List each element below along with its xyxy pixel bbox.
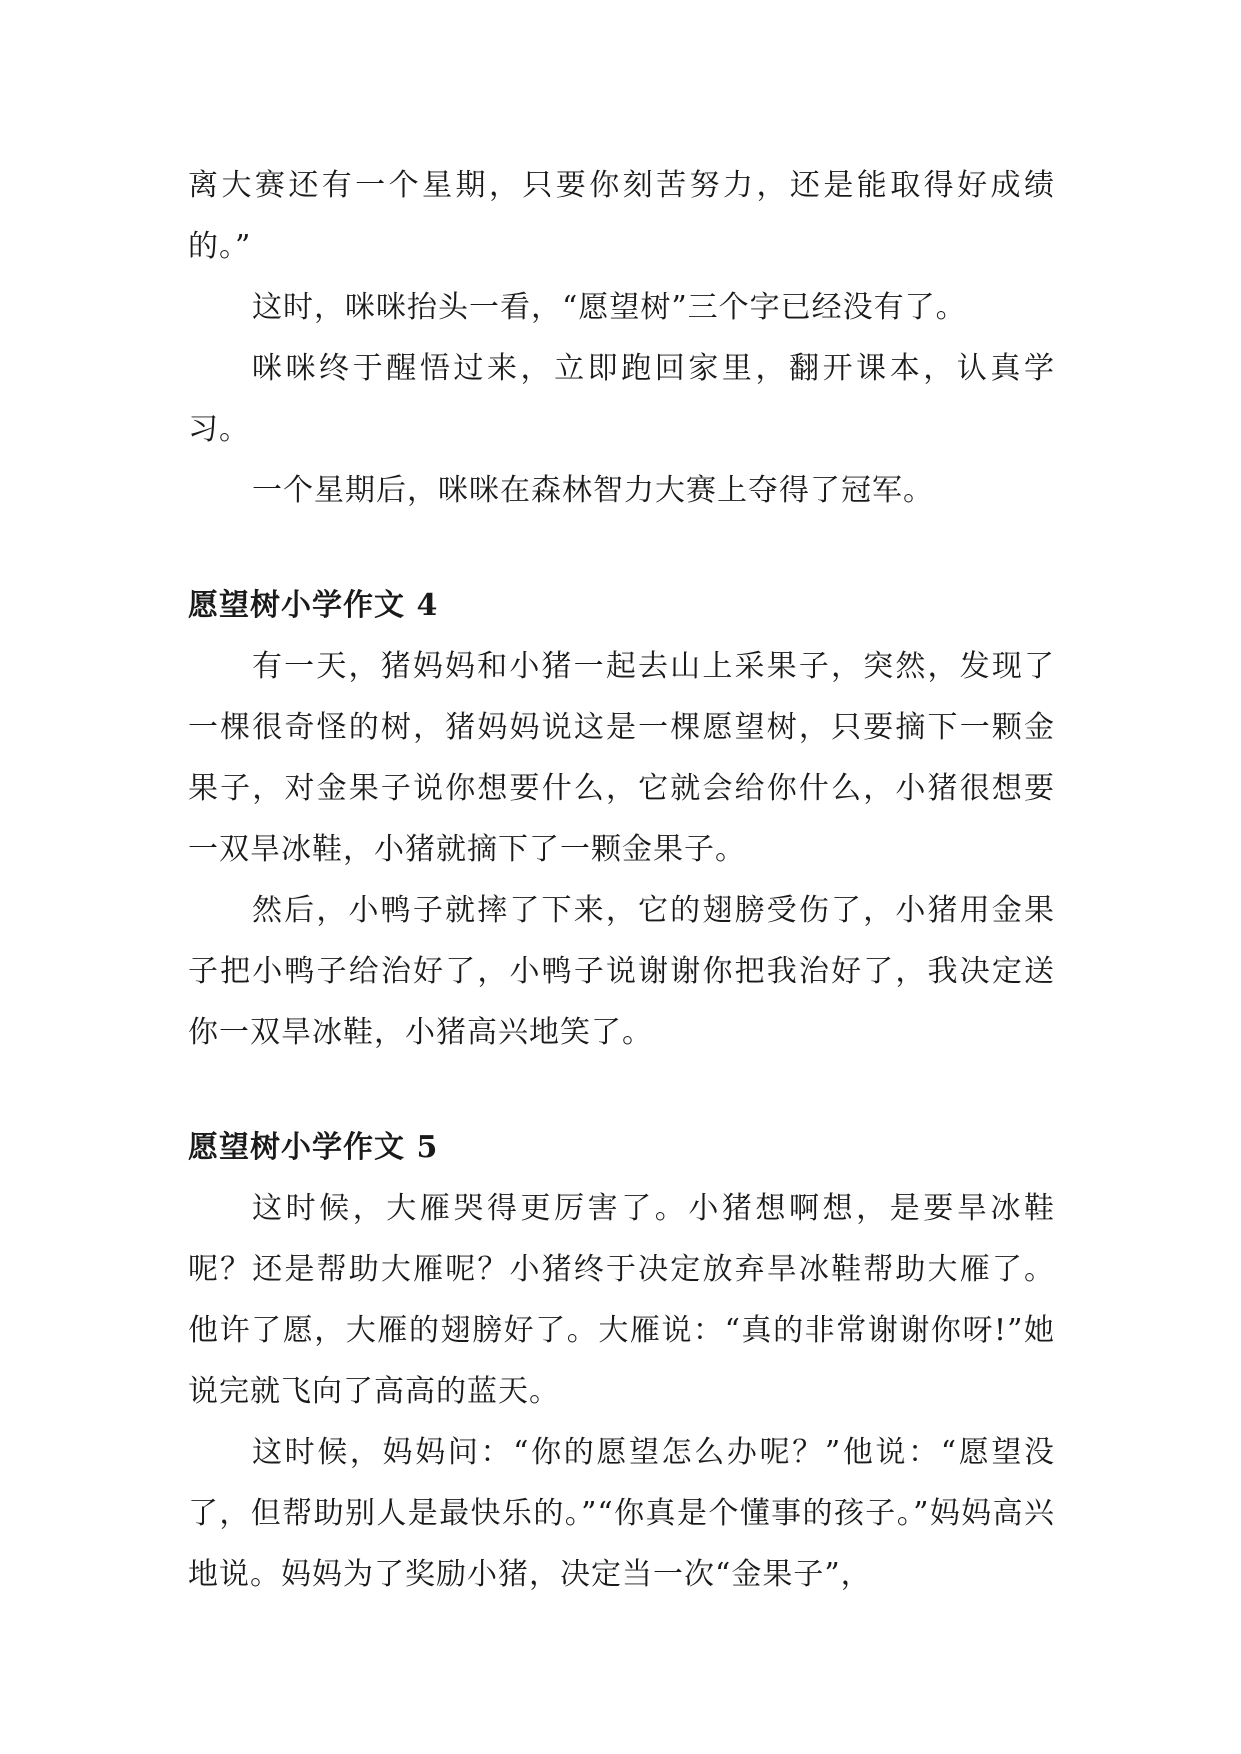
paragraph-1: 离大赛还有一个星期，只要你刻苦努力，还是能取得好成绩的。” [188,168,1055,264]
section-gap-1 [188,521,1055,575]
paragraph-5: 有一天，猪妈妈和小猪一起去山上采果子，突然，发现了一棵很奇怪的树，猪妈妈说这是一棵愿望树，只要摘下一颗金果子，对金果子说你想要什么，它就会给你什么，小猪很想要一双旱冰鞋，小猪就摘下了一颗金果子。 [188,649,1055,867]
paragraph-7: 这时候，大雁哭得更厉害了。小猪想啊想，是要旱冰鞋呢？还是帮助大雁呢？小猪终于决定放弃旱冰鞋帮助大雁了。他许了愿，大雁的翅膀好了。大雁说：“真的非常谢谢你呀!”她说完就飞向了高高的蓝天。 [188,1191,1055,1409]
section-gap-2 [188,1063,1055,1117]
paragraph-3: 咪咪终于醒悟过来，立即跑回家里，翻开课本，认真学习。 [188,351,1055,447]
section-heading-5: 愿望树小学作文 5 [188,1130,439,1165]
paragraph-2: 这时，咪咪抬头一看，“愿望树”三个字已经没有了。 [252,290,967,325]
section-heading-4: 愿望树小学作文 4 [188,588,439,623]
paragraph-8: 这时候，妈妈问：“你的愿望怎么办呢？”他说：“愿望没了，但帮助别人是最快乐的。”“你真是个懂事的孩子。”妈妈高兴地说。妈妈为了奖励小猪，决定当一次“金果子”， [188,1435,1055,1592]
paragraph-4: 一个星期后，咪咪在森林智力大赛上夺得了冠军。 [252,473,934,508]
paragraph-6: 然后，小鸭子就摔了下来，它的翅膀受伤了，小猪用金果子把小鸭子给治好了，小鸭子说谢谢你把我治好了，我决定送你一双旱冰鞋，小猪高兴地笑了。 [188,893,1055,1050]
